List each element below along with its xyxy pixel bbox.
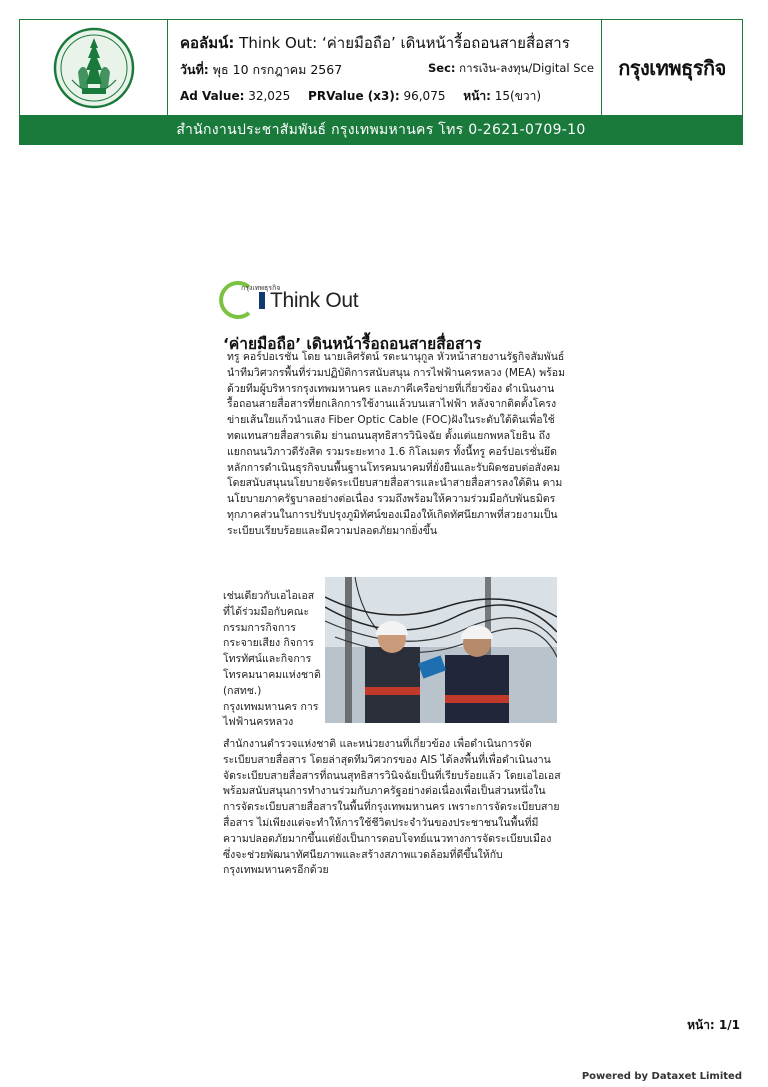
powered-by: Powered by Dataxet Limited — [581, 1071, 742, 1082]
ad-label: Ad Value: — [180, 89, 245, 103]
date-value: พุธ 10 กรกฎาคม 2567 — [212, 62, 343, 77]
office-contact: สำนักงานประชาสัมพันธ์ กรุงเทพมหานคร โทร 0-2621-0709-10 — [176, 122, 586, 138]
date-line — [180, 60, 342, 80]
brand-name: กรุงเทพธุรกิจ — [618, 55, 726, 80]
header-table — [19, 19, 743, 116]
sec-value: การเงิน-ลงทุน/Digital Sce — [459, 61, 594, 75]
page-label: หน้า: — [463, 89, 491, 103]
bma-emblem-icon — [52, 26, 136, 110]
title-bar-mark — [259, 292, 265, 309]
body-paragraph-top: ทรู คอร์ปอเรชั่น โดย นายเลิศรัตน์ รตะนานุกูล หัวหน้าสายงานรัฐกิจสัมพันธ์ นำทีมวิศวกรพื้นที่ร่วมปฏิบัติการสนับสนุน การไฟฟ้านครหลวง (MEA) พร้อมด้วยทีมผู้บริหารกรุงเทพมหานคร และภาคีเครือข่ายที่เกี่ยวข้อง ดำเนินงานรื้อถอนสายสื่อสารที่ยกเลิกการใช้งานแล้วบนเสาไฟฟ้า หลังจากติดตั้งโครงข่ายเส้นใยแก้วนำแสง Fiber Optic Cable (FOC)ฝังในระดับใต้ดินเพื่อใช้ทดแทนสายสื่อสารเดิม ย่านถนนสุทธิสารวินิจฉัย ตั้งแต่แยกพหลโยธิน ถึง แยกถนนวิภาวดีรังสิต รวมระยะทาง 1.6 กิโลเมตร ทั้งนี้ทรู คอร์ปอเรชั่นยึดหลักการดำเนินธุรกิจบนพื้นฐานโทรคมนาคมที่ยั่งยืนและรับผิดชอบต่อสังคม โดยสนับสนุนนโยบายจัดระเบียบสายสื่อสารและนำสายสื่อสารลงใต้ดิน ตามนโยบายภาครัฐบาลอย่างต่อเนื่อง รวมถึงพร้อมให้ความร่วมมือกับพันธมิตรทุกภาคส่วนในการปรับปรุงภูมิทัศน์ของเมืองให้เกิดทัศนียภาพที่สวยงามเป็นระเบียบเรียบร้อยและมีความปลอดภัยมากยิ่งขึ้น — [227, 351, 565, 537]
small-brand: กรุงเทพธุรกิจ — [241, 284, 281, 292]
section-title: Think Out — [270, 289, 359, 312]
column-line — [180, 31, 570, 55]
section-title-wrap — [259, 289, 358, 313]
news-photo — [325, 577, 557, 723]
headline: ‘ค่ายมือถือ’ เดินหน้ารื้อถอนสายสื่อสาร — [223, 335, 482, 353]
column-title: Think Out: ‘ค่ายมือถือ’ เดินหน้ารื้อถอนสายสื่อสาร — [239, 34, 570, 52]
date-label: วันที่: — [180, 62, 209, 77]
page-number: หน้า: 1/1 — [687, 1018, 740, 1032]
page-value: 15(ขวา) — [494, 89, 542, 103]
column-label: คอลัมน์: — [180, 34, 235, 52]
body-paragraph-after: สำนักงานตำรวจแห่งชาติ และหน่วยงานที่เกี่ยวข้อง เพื่อดำเนินการจัดระเบียบสายสื่อสาร โดยล่าสุดทีมวิศวกรของ AIS ได้ลงพื้นที่เพื่อดำเนินงานจัดระเบียบสายสื่อสารที่ถนนสุทธิสารวินิจฉัยเป็นที่เรียบร้อยแล้ว โดยเอไอเอสพร้อมสนับสนุนการทำงานร่วมกับภาครัฐอย่างต่อเนื่องเพื่อเป็นส่วนหนึ่งในการจัดระเบียบสายสื่อสารในพื้นที่กรุงเทพมหานคร เพราะการจัดระเบียบสายสื่อสาร ไม่เพียงแต่จะทำให้การใช้ชีวิตประจำวันของประชาชนในพื้นที่มีความปลอดภัยมากขึ้นแต่ยังเป็นการตอบโจทย์แนวทางการจัดระเบียบเมือง ซึ่งจะช่วยพัฒนาทัศนียภาพและสร้างสภาพแวดล้อมที่ดีขึ้นให้กับกรุงเทพมหานครอีกด้วย — [223, 738, 561, 877]
pr-label: PRValue (x3): — [308, 89, 400, 103]
pr-value: 96,075 — [403, 89, 446, 103]
workers-photo-illustration — [325, 577, 557, 723]
logo-cell — [20, 20, 168, 115]
body-paragraph-side: เช่นเดียวกับเอไอเอสที่ได้ร่วมมือกับคณะกรรมการกิจการกระจายเสียง กิจการโทรทัศน์และกิจการโทรคมนาคมแห่งชาติ (กสทช.) กรุงเทพมหานคร การไฟฟ้านครหลวง — [223, 590, 321, 729]
sec-label: Sec: — [428, 61, 456, 75]
ad-value: 32,025 — [248, 89, 291, 103]
value-line — [180, 87, 555, 106]
clipping-header — [19, 19, 743, 145]
brand-cell — [602, 20, 742, 115]
meta-cell — [168, 20, 602, 115]
sec-line — [428, 60, 594, 78]
office-bar — [19, 115, 743, 145]
